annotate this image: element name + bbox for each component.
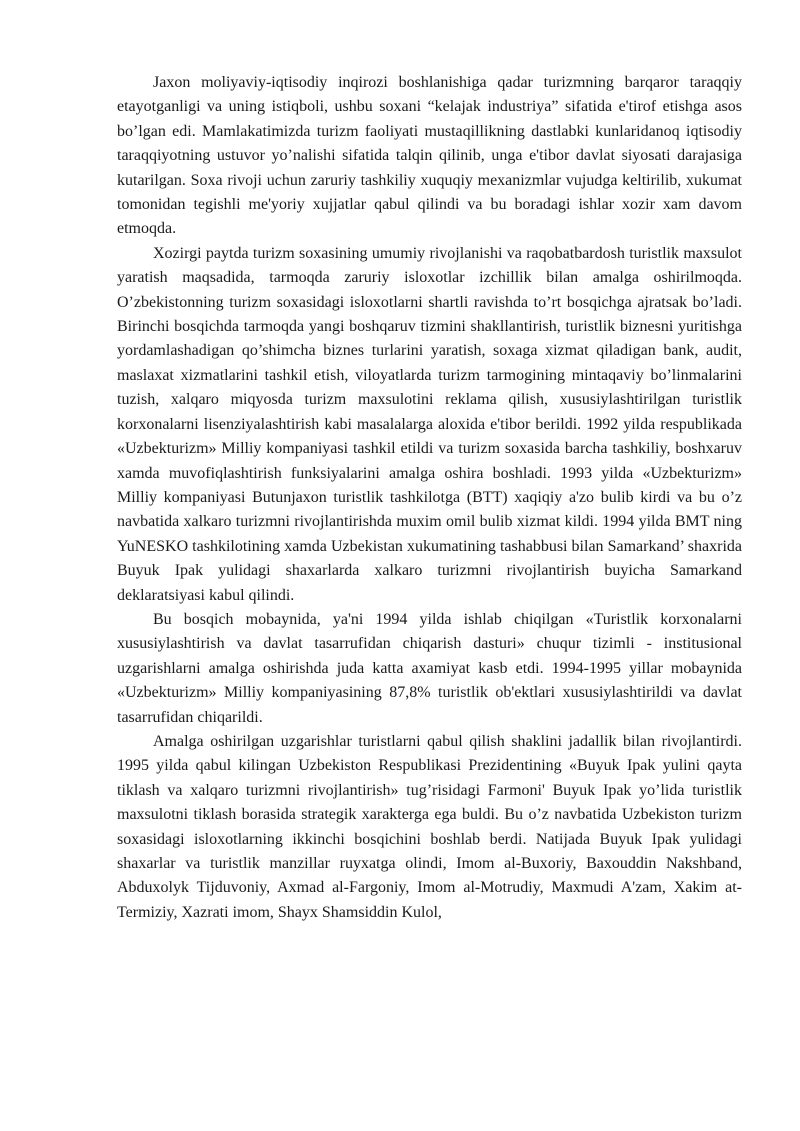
paragraph-3: Bu bosqich mobaynida, ya'ni 1994 yilda ishlab chiqilgan «Turistlik korxonalarni xususiylashtirish va davlat tasarrufidan chiqarish dasturi» chuqur tizimli - institusional uzgarishlarni amalga oshirishda juda katta axamiyat kasb etdi. 1994-1995 yillar mobaynida «Uzbekturizm» Milliy kompaniyasining 87,8% turistlik ob'ektlari xususiylashtirildi va davlat tasarrufidan chiqarildi. [117, 610, 742, 726]
paragraph-2: Xozirgi paytda turizm soxasining umumiy rivojlanishi va raqobatbardosh turistlik maxsulot yaratish maqsadida, tarmoqda zaruriy isloxotlar izchillik bilan amalga oshirilmoqda. O’zbekistonning turizm soxasidagi isloxotlarni shartli ravishda to’rt bosqichga ajratsak bo’ladi. Birinchi bosqichda tarmoqda yangi boshqaruv tizmini shakllantirish, turistlik biznesni yuritishga yordamlashadigan qo’shimcha biznes turlarini yaratish, soxaga xizmat qiladigan bank, audit, maslaxat xizmatlarini tashkil etish, viloyatlarda turizm tarmogining mintaqaviy bo’linmalarini tuzish, xalqaro miqyosda turizm maxsulotini reklama qilish, xususiylashtirilgan turistlik korxonalarni lisenziyalashtirish kabi masalalarga aloxida e'tibor berildi. 1992 yilda respublikada «Uzbekturizm» Milliy kompaniyasi tashkil etildi va turizm soxasida barcha tashkiliy, boshxaruv xamda muvofiqlashtirish funksiyalarini amalga oshira boshladi. 1993 yilda «Uzbekturizm» Milliy kompaniyasi Butunjaxon turistlik tashkilotga (BTT) xaqiqiy a'zo bulib kirdi va bu o’z navbatida xalkaro turizmni rivojlantirishda muxim omil bulib xizmat kildi. 1994 yilda BMT ning YuNESKO tashkilotining xamda Uzbekistan xukumatining tashabbusi bilan Samarkand’ shaxrida Buyuk Ipak yulidagi shaxarlarda xalkaro turizmni rivojlantirish buyicha Samarkand deklaratsiyasi kabul qilindi. [117, 244, 742, 604]
paragraph-1: Jaxon moliyaviy-iqtisodiy inqirozi boshlanishiga qadar turizmning barqaror taraqqiy etayotganligi va uning istiqboli, ushbu soxani “kelajak industriya” sifatida e'tirof etishga asos bo’lgan edi. Mamlakatimizda turizm faoliyati mustaqillikning dastlabki kunlaridanoq iqtisodiy taraqqiyotning ustuvor yo’nalishi sifatida talqin qilinib, unga e'tibor davlat siyosati darajasiga kutarilgan. Soxa rivoji uchun zaruriy tashkiliy xuquqiy mexanizmlar vujudga keltirilib, xukumat tomonidan tegishli me'yoriy xujjatlar qabul qilindi va bu boradagi ishlar xozir xam davom etmoqda. [117, 74, 742, 238]
paragraph-4: Amalga oshirilgan uzgarishlar turistlarni qabul qilish shaklini jadallik bilan rivojlantirdi. 1995 yilda qabul kilingan Uzbekiston Respublikasi Prezidentining «Buyuk Ipak yulini qayta tiklash va xalqaro turizmni rivojlantirish» tug’risidagi Farmoni' Buyuk Ipak yo’lida turistlik maxsulotni tiklash borasida strategik xarakterga ega buldi. Bu o’z navbatida Uzbekiston turizm soxasidagi isloxotlarning ikkinchi bosqichini boshlab berdi. Natijada Buyuk Ipak yulidagi shaxarlar va turistlik manzillar ruyxatga olindi, Imom al-Buxoriy, Baxouddin Nakshband, Abduxolyk Tijduvoniy, Axmad al-Fargoniy, Imom al-Motrudiy, Maxmudi A'zam, Xakim at-Termiziy, Xazrati imom, Shayx Shamsiddin Kulol, [117, 732, 742, 921]
document-page [117, 71, 742, 925]
